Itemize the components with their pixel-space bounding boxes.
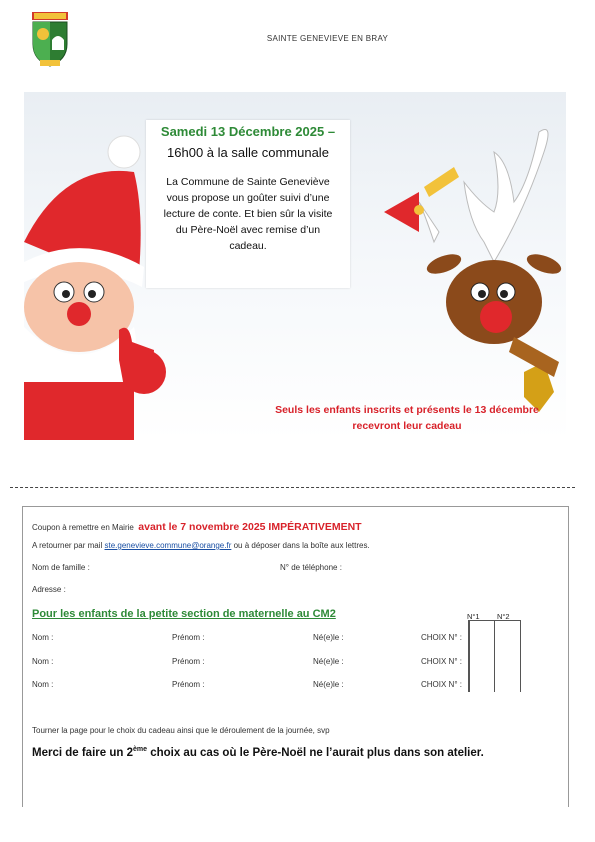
return-prefix: A retourner par mail (32, 541, 103, 550)
choice-box-divider (494, 620, 495, 692)
email-link[interactable]: ste.genevieve.commune@orange.fr (104, 541, 232, 550)
child-prenom-label: Prénom : (172, 657, 205, 666)
return-suffix: ou à déposer dans la boîte aux lettres. (233, 541, 370, 550)
registration-notice: Seuls les enfants inscrits et présents le 13 décembre recevront leur cadeau (275, 404, 539, 432)
choice-column-2: N°2 (497, 612, 510, 621)
event-time-location: 16h00 à la salle communale (167, 145, 329, 160)
child-nom-label: Nom : (32, 633, 54, 642)
family-name-label: Nom de famille : (32, 563, 90, 572)
child-prenom-label: Prénom : (172, 680, 205, 689)
child-choice-label: CHOIX N° : (421, 680, 462, 689)
phone-label: N° de téléphone : (280, 563, 342, 572)
choice-box-1[interactable] (468, 620, 470, 692)
coupon-instruction (32, 517, 362, 535)
child-row (0, 680, 595, 694)
reindeer-illustration (384, 130, 564, 413)
child-nom-label: Nom : (32, 680, 54, 689)
child-nom-label: Nom : (32, 657, 54, 666)
santa-illustration (24, 136, 166, 440)
choice-box-2[interactable] (520, 620, 521, 692)
address-label: Adresse : (32, 585, 66, 594)
merci-sup: ème (132, 746, 147, 753)
coupon-lead: Coupon à remettre en Mairie (32, 523, 134, 532)
child-birth-label: Né(e)le : (313, 657, 344, 666)
child-birth-label: Né(e)le : (313, 680, 344, 689)
event-date-title: Samedi 13 Décembre 2025 – (160, 124, 336, 139)
child-row (0, 633, 595, 647)
town-name-header: SAINTE GENEVIEVE EN BRAY (266, 34, 389, 43)
turn-page-note: Tourner la page pour le choix du cadeau ainsi que le déroulement de la journée, svp (32, 726, 330, 735)
children-heading: Pour les enfants de la petite section de maternelle au CM2 (32, 608, 336, 620)
child-choice-label: CHOIX N° : (421, 657, 462, 666)
child-row (0, 657, 595, 671)
choice-column-1: N°1 (467, 612, 480, 621)
coupon-deadline: avant le 7 novembre 2025 IMPÉRATIVEMENT (138, 521, 362, 533)
cut-line (10, 487, 575, 488)
merci-after: choix au cas où le Père-Noël ne l’aurait plus dans son atelier. (147, 746, 484, 759)
merci-before: Merci de faire un 2 (32, 746, 133, 759)
child-birth-label: Né(e)le : (313, 633, 344, 642)
event-description: La Commune de Sainte Geneviève vous propose un goûter suivi d’une lecture de conte. Et bien sûr la visite du Père-Noël avec remise d’un cadeau. (163, 176, 333, 252)
child-prenom-label: Prénom : (172, 633, 205, 642)
child-choice-label: CHOIX N° : (421, 633, 462, 642)
return-instruction (32, 541, 370, 550)
second-choice-note (32, 746, 484, 759)
